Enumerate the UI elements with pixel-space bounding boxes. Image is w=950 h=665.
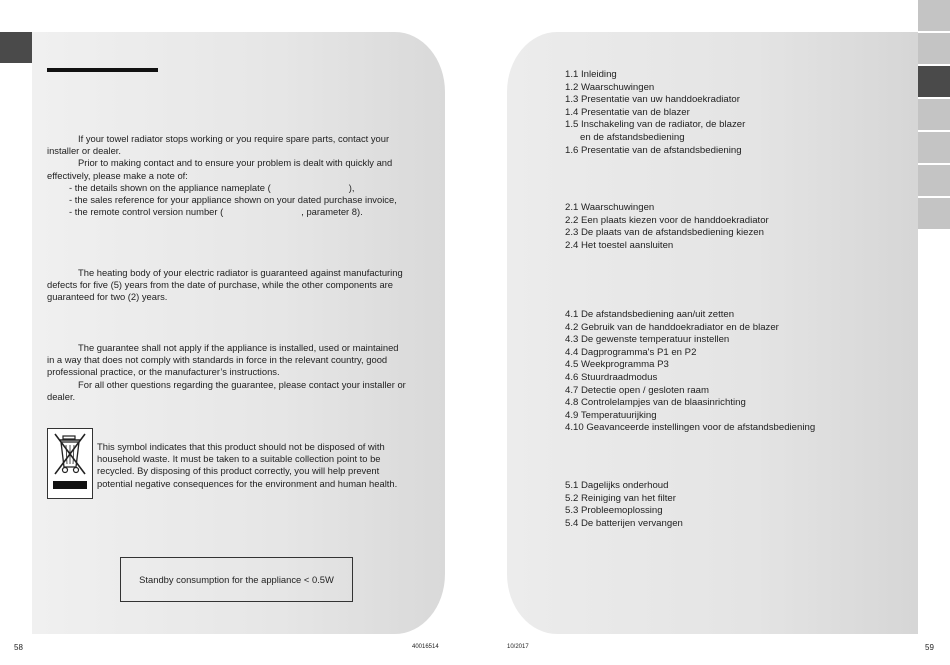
toc-item: 4.6 Stuurdraadmodus — [565, 371, 658, 383]
service-line: installer or dealer. — [47, 145, 121, 157]
toc-item: 4.5 Weekprogramma P3 — [565, 359, 669, 371]
toc-item: 1.6 Presentatie van de afstandsbediening — [565, 144, 742, 156]
weee-black-bar — [53, 481, 87, 489]
date-code: 10/2017 — [507, 644, 529, 650]
service-line: effectively, please make a note of: — [47, 169, 188, 181]
service-list-item: - the remote control version number ( , parameter 8). — [69, 206, 363, 218]
section-tab — [918, 99, 950, 130]
section-tab — [918, 0, 950, 31]
section-tab — [918, 165, 950, 196]
toc-item: 4.7 Detectie open / gesloten raam — [565, 384, 709, 396]
toc-item: 4.1 De afstandsbediening aan/uit zetten — [565, 309, 735, 320]
standby-consumption-text: Standby consumption for the appliance < 0.5W — [139, 574, 334, 585]
right-page-number: 59 — [925, 643, 934, 652]
toc-section-2 — [565, 202, 769, 252]
guarantee-line: defects for five (5) years from the date of purchase, while the other components are — [47, 279, 394, 291]
toc-item: en de afstandsbediening — [580, 131, 685, 143]
toc-section-5 — [565, 480, 683, 530]
guarantee-line: The heating body of your electric radiator is guaranteed against manufacturing — [78, 267, 403, 278]
exclusions-line: dealer. — [47, 390, 76, 402]
toc-item: 2.1 Waarschuwingen — [565, 202, 655, 213]
section-tab-active — [918, 66, 950, 97]
toc-section-1 — [565, 69, 745, 157]
toc-item: 1.3 Presentatie van uw handdoekradiator — [565, 94, 740, 106]
heading-rule — [47, 68, 158, 72]
toc-item: 4.9 Temperatuurijking — [565, 409, 657, 421]
service-line: If your towel radiator stops working or you require spare parts, contact your — [78, 133, 390, 144]
toc-item: 5.2 Reiniging van het filter — [565, 492, 676, 504]
disposal-paragraph — [97, 441, 427, 490]
section-tab — [918, 132, 950, 163]
toc-item: 2.4 Het toestel aansluiten — [565, 239, 674, 251]
section-tab — [918, 33, 950, 64]
toc-item: 5.1 Dagelijks onderhoud — [565, 480, 669, 491]
service-list-item: - the sales reference for your appliance shown on your dated purchase invoice, — [69, 194, 397, 206]
toc-item: 2.3 De plaats van de afstandsbediening kiezen — [565, 227, 764, 239]
standby-consumption-box — [120, 557, 353, 602]
toc-item: 4.10 Geavanceerde instellingen voor de afstandsbediening — [565, 422, 816, 434]
toc-item: 5.3 Probleemoplossing — [565, 505, 663, 517]
exclusions-line: in a way that does not comply with standards in force in the relevant country, good — [47, 354, 388, 366]
left-page-number: 58 — [14, 643, 23, 652]
toc-section-4 — [565, 309, 815, 435]
guarantee-paragraph — [47, 267, 427, 304]
disposal-line: household waste. It must be taken to a suitable collection point to be — [97, 453, 381, 465]
toc-item: 1.5 Inschakeling van de radiator, de blazer — [565, 119, 746, 131]
disposal-line: recycled. By disposing of this product correctly, you will help prevent — [97, 465, 380, 477]
crossed-out-wheelie-bin-icon — [52, 432, 88, 478]
toc-item: 4.3 De gewenste temperatuur instellen — [565, 334, 730, 346]
weee-symbol-box — [47, 428, 93, 499]
section-tab — [918, 198, 950, 229]
document-code: 40016514 — [412, 644, 439, 650]
service-list-item: - the details shown on the appliance nameplate ( ), — [69, 181, 355, 193]
toc-item: 5.4 De batterijen vervangen — [565, 517, 683, 529]
toc-item: 4.8 Controlelampjes van de blaasinrichting — [565, 397, 746, 409]
toc-item: 4.4 Dagprogramma's P1 en P2 — [565, 346, 697, 358]
left-section-tab — [0, 32, 32, 63]
disposal-line: This symbol indicates that this product should not be disposed of with — [97, 441, 385, 452]
left-page-panel — [32, 32, 445, 634]
exclusions-line: For all other questions regarding the guarantee, please contact your installer or — [78, 378, 406, 390]
exclusions-line: professional practice, or the manufacturer’s instructions. — [47, 366, 280, 378]
service-line: Prior to making contact and to ensure your problem is dealt with quickly and — [78, 157, 393, 169]
toc-item: 2.2 Een plaats kiezen voor de handdoekradiator — [565, 214, 769, 226]
service-paragraph — [47, 133, 427, 218]
toc-item: 4.2 Gebruik van de handdoekradiator en de blazer — [565, 321, 779, 333]
toc-item: 1.2 Waarschuwingen — [565, 81, 655, 93]
guarantee-line: guaranteed for two (2) years. — [47, 291, 168, 303]
toc-item: 1.1 Inleiding — [565, 69, 617, 80]
exclusions-paragraph — [47, 342, 427, 403]
exclusions-line: The guarantee shall not apply if the appliance is installed, used or maintained — [78, 342, 399, 353]
disposal-line: potential negative consequences for the environment and human health. — [97, 477, 398, 489]
toc-item: 1.4 Presentatie van de blazer — [565, 106, 690, 118]
